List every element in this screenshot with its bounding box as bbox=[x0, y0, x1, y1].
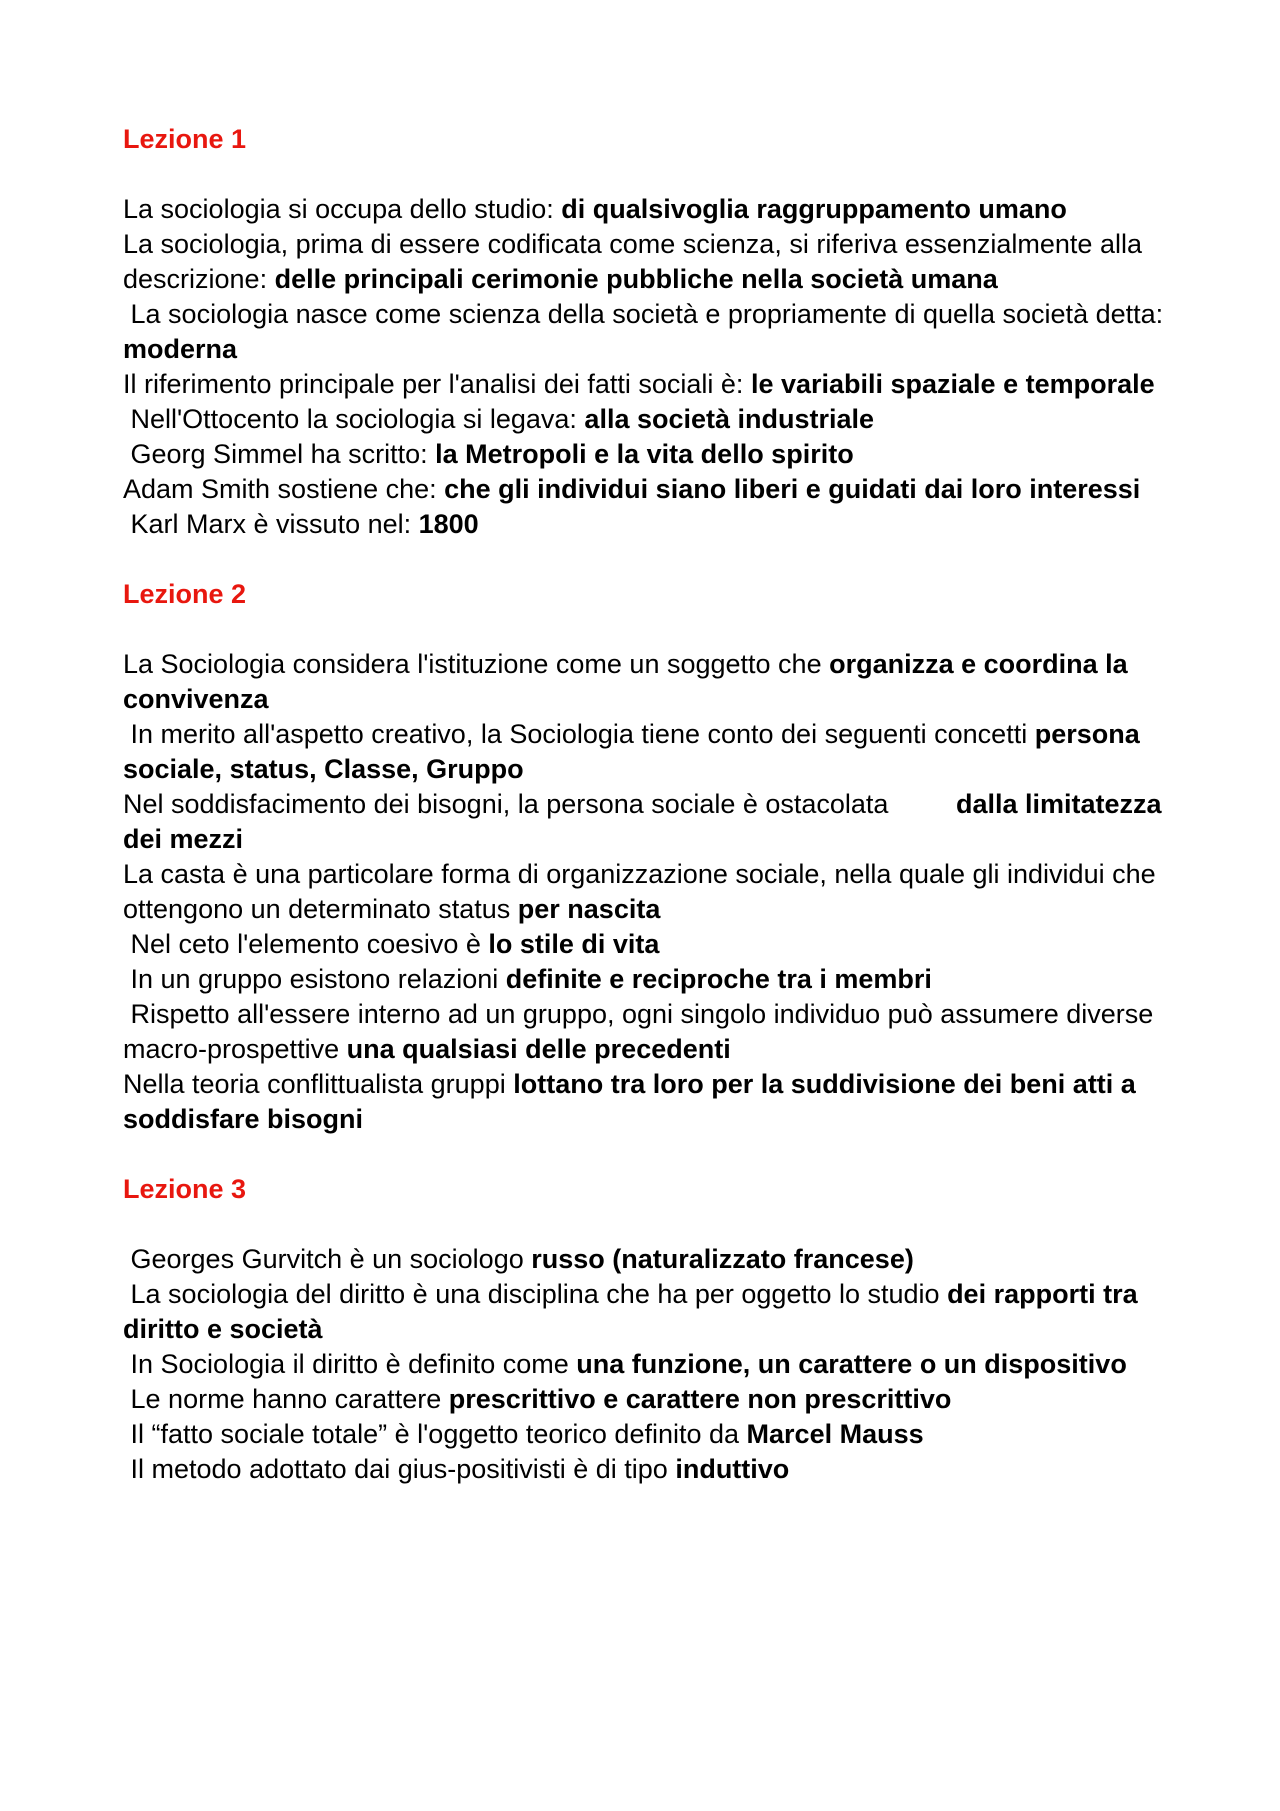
qa-item bbox=[123, 227, 1183, 297]
answer-text: moderna bbox=[123, 334, 238, 364]
question-text: La sociologia si occupa dello studio: bbox=[123, 194, 562, 224]
question-text: In merito all'aspetto creativo, la Sociologia tiene conto dei seguenti concetti bbox=[123, 719, 1035, 749]
question-text: Nel soddisfacimento dei bisogni, la persona sociale è ostacolata bbox=[123, 789, 956, 819]
answer-text: una funzione, un carattere o un dispositivo bbox=[576, 1349, 1127, 1379]
qa-item bbox=[123, 1277, 1183, 1347]
qa-item bbox=[123, 1067, 1183, 1137]
answer-text: induttivo bbox=[675, 1454, 790, 1484]
qa-item bbox=[123, 857, 1183, 927]
qa-item bbox=[123, 962, 1183, 997]
answer-text: 1800 bbox=[418, 509, 479, 539]
answer-text: organizza e coordina la convivenza bbox=[123, 649, 1136, 714]
answer-text: lottano tra loro per la suddivisione dei beni atti a soddisfare bisogni bbox=[123, 1069, 1144, 1134]
answer-text: di qualsivoglia raggruppamento umano bbox=[561, 194, 1067, 224]
answer-text: alla società industriale bbox=[584, 404, 875, 434]
qa-item bbox=[123, 1347, 1183, 1382]
answer-text: lo stile di vita bbox=[488, 929, 660, 959]
section-heading: Lezione 2 bbox=[123, 579, 247, 609]
qa-item bbox=[123, 437, 1183, 472]
question-text: Karl Marx è vissuto nel: bbox=[123, 509, 419, 539]
question-text: Georg Simmel ha scritto: bbox=[123, 439, 436, 469]
question-text: Nella teoria conflittualista gruppi bbox=[123, 1069, 514, 1099]
document-page bbox=[123, 122, 1183, 1487]
answer-text: definite e reciproche tra i membri bbox=[505, 964, 932, 994]
qa-item bbox=[123, 1242, 1183, 1277]
question-text: Le norme hanno carattere bbox=[123, 1384, 449, 1414]
qa-item bbox=[123, 787, 1183, 857]
question-text: La sociologia nasce come scienza della società e propriamente di quella società detta: bbox=[123, 299, 1171, 329]
question-text: Il riferimento principale per l'analisi dei fatti sociali è: bbox=[123, 369, 751, 399]
section-lezione-1 bbox=[123, 122, 1183, 542]
answer-text: le variabili spaziale e temporale bbox=[750, 369, 1155, 399]
qa-item bbox=[123, 927, 1183, 962]
answer-text: persona sociale, status, Classe, Gruppo bbox=[123, 719, 1148, 784]
answer-text: per nascita bbox=[517, 894, 661, 924]
question-text: Il metodo adottato dai gius-positivisti è di tipo bbox=[123, 1454, 676, 1484]
answer-text: una qualsiasi delle precedenti bbox=[346, 1034, 731, 1064]
qa-item bbox=[123, 1417, 1183, 1452]
answer-text: prescrittivo e carattere non prescrittivo bbox=[448, 1384, 952, 1414]
qa-item bbox=[123, 192, 1183, 227]
section-lezione-3 bbox=[123, 1172, 1183, 1487]
answer-text: russo (naturalizzato francese) bbox=[531, 1244, 914, 1274]
question-text: La casta è una particolare forma di organizzazione sociale, nella quale gli individui che ottengono un determinato status bbox=[123, 859, 1164, 924]
answer-text: dalla limitatezza dei mezzi bbox=[123, 789, 1170, 854]
question-text: In un gruppo esistono relazioni bbox=[123, 964, 506, 994]
question-text: Georges Gurvitch è un sociologo bbox=[123, 1244, 532, 1274]
section-heading: Lezione 1 bbox=[123, 124, 247, 154]
question-text: La sociologia, prima di essere codificata come scienza, si riferiva essenzialmente alla descrizione: bbox=[123, 229, 1150, 294]
qa-item bbox=[123, 717, 1183, 787]
answer-text: la Metropoli e la vita dello spirito bbox=[435, 439, 854, 469]
answer-text: dei rapporti tra diritto e società bbox=[123, 1279, 1146, 1344]
answer-text: che gli individui siano liberi e guidati dai loro interessi bbox=[444, 474, 1141, 504]
section-lezione-2 bbox=[123, 577, 1183, 1137]
qa-item bbox=[123, 997, 1183, 1067]
qa-item bbox=[123, 507, 1183, 542]
qa-item bbox=[123, 297, 1183, 367]
question-text: In Sociologia il diritto è definito come bbox=[123, 1349, 577, 1379]
question-text: Adam Smith sostiene che: bbox=[123, 474, 445, 504]
qa-item bbox=[123, 402, 1183, 437]
qa-item bbox=[123, 1452, 1183, 1487]
question-text: Il “fatto sociale totale” è l'oggetto teorico definito da bbox=[123, 1419, 747, 1449]
section-heading: Lezione 3 bbox=[123, 1174, 247, 1204]
answer-text: delle principali cerimonie pubbliche nella società umana bbox=[274, 264, 998, 294]
question-text: La Sociologia considera l'istituzione come un soggetto che bbox=[123, 649, 830, 679]
qa-item bbox=[123, 1382, 1183, 1417]
question-text: Rispetto all'essere interno ad un gruppo, ogni singolo individuo può assumere diverse macro-prospettive bbox=[123, 999, 1161, 1064]
answer-text: Marcel Mauss bbox=[746, 1419, 924, 1449]
question-text: Nell'Ottocento la sociologia si legava: bbox=[123, 404, 585, 434]
qa-item bbox=[123, 367, 1183, 402]
question-text: La sociologia del diritto è una disciplina che ha per oggetto lo studio bbox=[123, 1279, 948, 1309]
qa-item bbox=[123, 472, 1183, 507]
question-text: Nel ceto l'elemento coesivo è bbox=[123, 929, 489, 959]
qa-item bbox=[123, 647, 1183, 717]
